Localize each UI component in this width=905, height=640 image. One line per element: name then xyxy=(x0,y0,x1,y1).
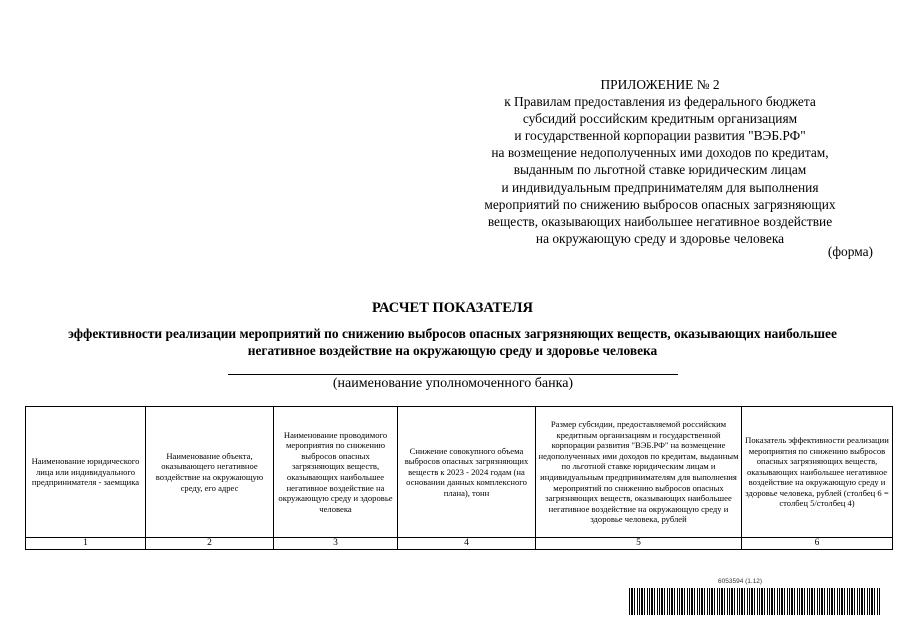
appendix-line: выданным по льготной ставке юридическим лицам xyxy=(513,162,807,178)
appendix-line: к Правилам предоставления из федерального бюджета xyxy=(504,94,816,110)
header-cell-emission-reduction: Снижение совокупного объема выбросов опасных загрязняющих веществ к 2023 - 2024 годам (на основании данных комплексного плана), тонн xyxy=(398,407,536,538)
column-number: 3 xyxy=(274,538,398,550)
bank-name-caption: (наименование уполномоченного банка) xyxy=(332,376,574,391)
column-number: 5 xyxy=(536,538,742,550)
appendix-line: на возмещение недополученных ими доходов по кредитам, xyxy=(491,145,829,161)
document-subtitle: эффективности реализации мероприятий по снижению выбросов опасных загрязняющих веществ, оказывающих наибольшее негативное воздействие на окружающую среду и здоровье человека xyxy=(68,326,837,358)
column-number: 4 xyxy=(398,538,536,550)
appendix-line: субсидий российским кредитным организациям xyxy=(522,111,798,127)
column-number: 2 xyxy=(146,538,274,550)
appendix-line: ПРИЛОЖЕНИЕ № 2 xyxy=(600,77,720,92)
appendix-line: на окружающую среду и здоровье человека xyxy=(535,230,785,246)
form-label: (форма) xyxy=(827,244,873,259)
document-title: РАСЧЕТ ПОКАЗАТЕЛЯ xyxy=(372,300,533,316)
appendix-header xyxy=(455,76,865,247)
appendix-line: веществ, оказывающих наибольшее негативное воздействие xyxy=(487,213,833,229)
column-number: 1 xyxy=(26,538,146,550)
header-cell-efficiency: Показатель эффективности реализации мероприятия по снижению выбросов опасных загрязняющих веществ, оказывающих наибольшее негативное воздействие на окружающую среду и здоровье человека, рублей (столбец 6 = столбец 5/столбец 4) xyxy=(742,407,893,538)
appendix-line: и индивидуальным предпринимателям для выполнения xyxy=(501,179,819,195)
appendix-line: мероприятий по снижению выбросов опасных загрязняющих xyxy=(484,196,836,212)
barcode xyxy=(629,588,881,615)
calculation-table xyxy=(25,406,893,550)
appendix-line: и государственной корпорации развития "ВЭБ.РФ" xyxy=(514,128,806,144)
header-cell-borrower: Наименование юридического лица или индивидуального предпринимателя - заемщика xyxy=(26,407,146,538)
table-column-numbers-row xyxy=(26,538,893,550)
barcode-number: 6053594 (1.12) xyxy=(718,578,763,585)
header-cell-object: Наименование объекта, оказывающего негативное воздействие на окружающую среду, его адрес xyxy=(146,407,274,538)
bank-name-underline xyxy=(228,374,678,375)
header-cell-measure: Наименование проводимого мероприятия по снижению выбросов опасных загрязняющих веществ, оказывающих наибольшее негативное воздействие на окружающую среду и здоровье человека xyxy=(274,407,398,538)
column-number: 6 xyxy=(742,538,893,550)
header-cell-subsidy-amount: Размер субсидии, предоставляемой российским кредитным организациям и государственной корпорации развития "ВЭБ.РФ" на возмещение недополученных ими доходов по кредитам, выданным по льготной ставке юридическим лицам и индивидуальным предпринимателям для выполнения мероприятий по снижению выбросов опасных загрязняющих веществ, оказывающих наибольшее негативное воздействие на окружающую среду и здоровье человека, рублей xyxy=(536,407,742,538)
table-header-row xyxy=(26,407,893,538)
